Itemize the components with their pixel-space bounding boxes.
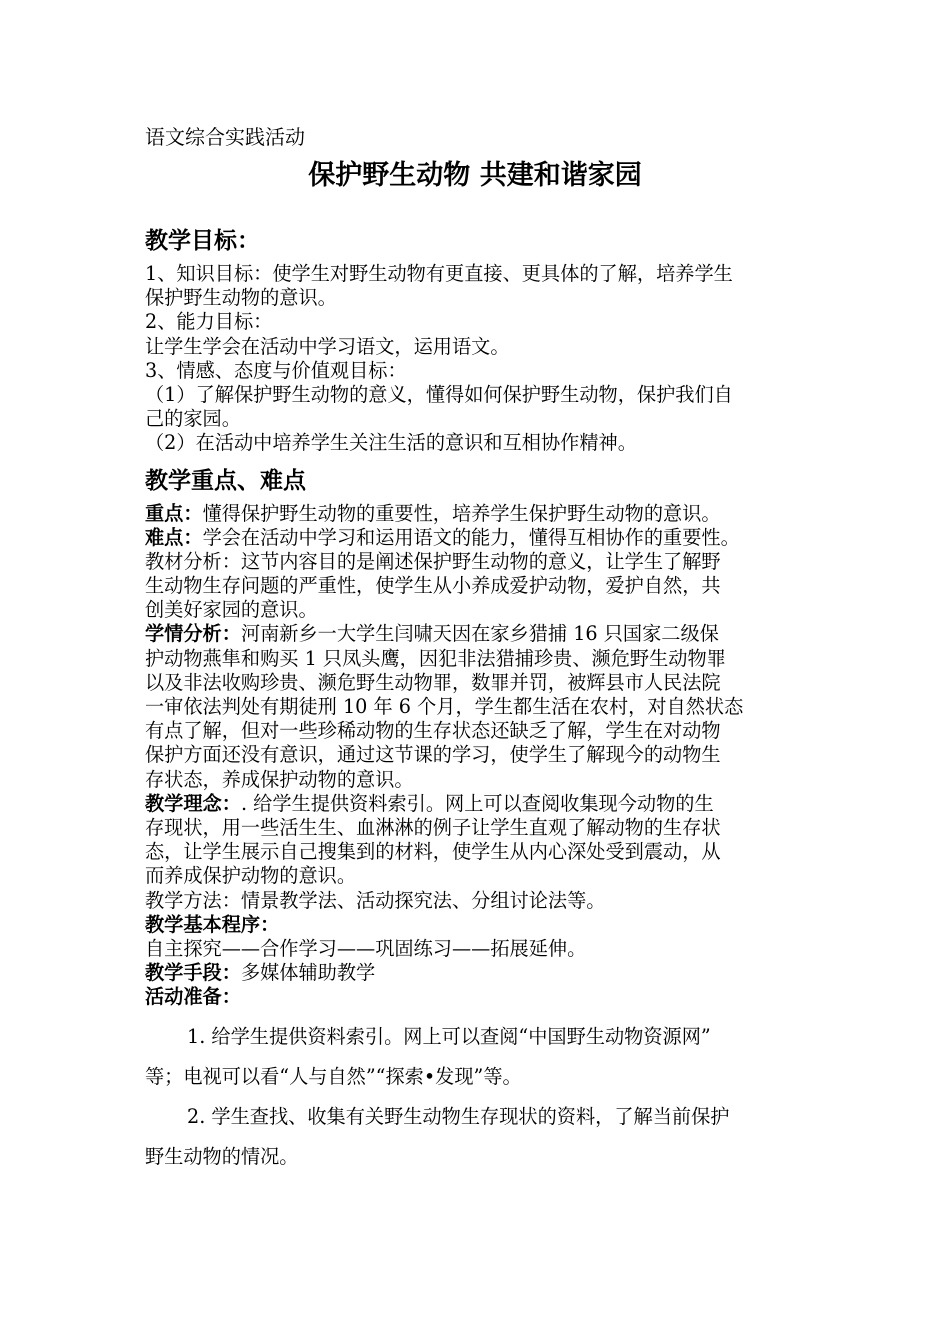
objective-line: 己的家园。 [145,407,241,431]
material-analysis-line: 生动物生存问题的严重性，使学生从小养成爱护动物，爱护自然，共 [145,574,721,598]
objective-line: 3、情感、态度与价值观目标： [145,358,407,382]
objective-line: （2）在活动中培养学生关注生活的意识和互相协作精神。 [145,431,637,455]
activity-prep-label: 活动准备： [145,985,241,1009]
objective-line: 让学生学会在活动中学习语文，运用语文。 [145,334,510,358]
teaching-concept-line: 而养成保护动物的意识。 [145,864,357,888]
objective-line: （1）了解保护野生动物的意义，懂得如何保护野生动物，保护我们自 [145,382,733,406]
procedure-line: 自主探究——合作学习——巩固练习——拓展延伸。 [145,936,587,960]
teaching-means-line [145,961,825,985]
focus-line [145,502,825,526]
learner-analysis-line: 保护方面还没有意识，通过这节课的学习，使学生了解现今的动物生 [145,743,721,767]
activity-type-label: 语文综合实践活动 [145,125,305,149]
document-title: 保护野生动物 共建和谐家园 [308,160,642,191]
prep-item-2-line: 野生动物的情况。 [145,1145,299,1169]
prep-item-1-line: 1. 给学生提供资料索引。网上可以查阅“中国野生动物资源网” [187,1025,711,1049]
document-page [145,122,825,1177]
difficulty-text: 学会在活动中学习和运用语文的能力，懂得互相协作的重要性。 [202,525,740,549]
keypoints-heading: 教学重点、难点 [145,466,306,494]
teaching-concept-line: 态，让学生展示自己搜集到的材料，使学生从内心深处受到震动，从 [145,840,721,864]
objective-line: 2、能力目标： [145,310,273,334]
learner-analysis-line: 护动物燕隼和购买 1 只凤头鹰，因犯非法猎捕珍贵、濒危野生动物罪 [145,646,726,670]
objective-line: 保护野生动物的意识。 [145,286,337,310]
teaching-concept-label: 教学理念： [145,791,241,815]
teaching-concept-line [145,792,825,816]
material-analysis-line: 教材分析：这节内容目的是阐述保护野生动物的意义，让学生了解野 [145,549,721,573]
prep-item-1-line: 等；电视可以看“人与自然”“探索•发现”等。 [145,1065,522,1089]
learner-analysis-line: 一审依法判处有期徒刑 10 年 6 个月，学生都生活在农村，对自然状态 [145,695,744,718]
objectives-heading: 教学目标： [145,227,260,254]
learner-analysis-label: 学情分析： [145,622,241,646]
teaching-method-line: 教学方法：情景教学法、活动探究法、分组讨论法等。 [145,888,606,912]
learner-analysis-line [145,622,825,646]
preparation-section [145,1017,825,1177]
learner-analysis-text: 河南新乡一大学生闫啸天因在家乡猎捕 16 只国家二级保 [240,622,719,646]
learner-analysis-line: 存状态，养成保护动物的意识。 [145,767,414,791]
teaching-means-label: 教学手段： [145,961,241,985]
teaching-means-text: 多媒体辅助教学 [240,961,376,985]
objective-line: 1、知识目标：使学生对野生动物有更直接、更具体的了解，培养学生 [145,262,733,285]
objectives-section [145,262,825,456]
learner-analysis-line: 有点了解，但对一些珍稀动物的生存状态还缺乏了解，学生在对动物 [145,719,721,743]
material-analysis-line: 创美好家园的意识。 [145,598,318,622]
difficulty-line [145,526,825,550]
learner-analysis-line: 以及非法收购珍贵、濒危野生动物罪，数罪并罚，被辉县市人民法院 [145,670,721,694]
teaching-concept-text: . 给学生提供资料索引。网上可以查阅收集现今动物的生 [240,791,714,815]
difficulty-label: 难点： [145,525,203,549]
focus-label: 重点： [145,501,203,525]
prep-item-2-line: 2. 学生查找、收集有关野生动物生存现状的资料，了解当前保护 [187,1105,730,1129]
keypoints-section [145,502,825,1010]
teaching-concept-line: 存现状，用一些活生生、血淋淋的例子让学生直观了解动物的生存状 [145,815,721,839]
procedure-label: 教学基本程序： [145,912,280,936]
focus-text: 懂得保护野生动物的重要性，培养学生保护野生动物的意识。 [202,501,721,525]
